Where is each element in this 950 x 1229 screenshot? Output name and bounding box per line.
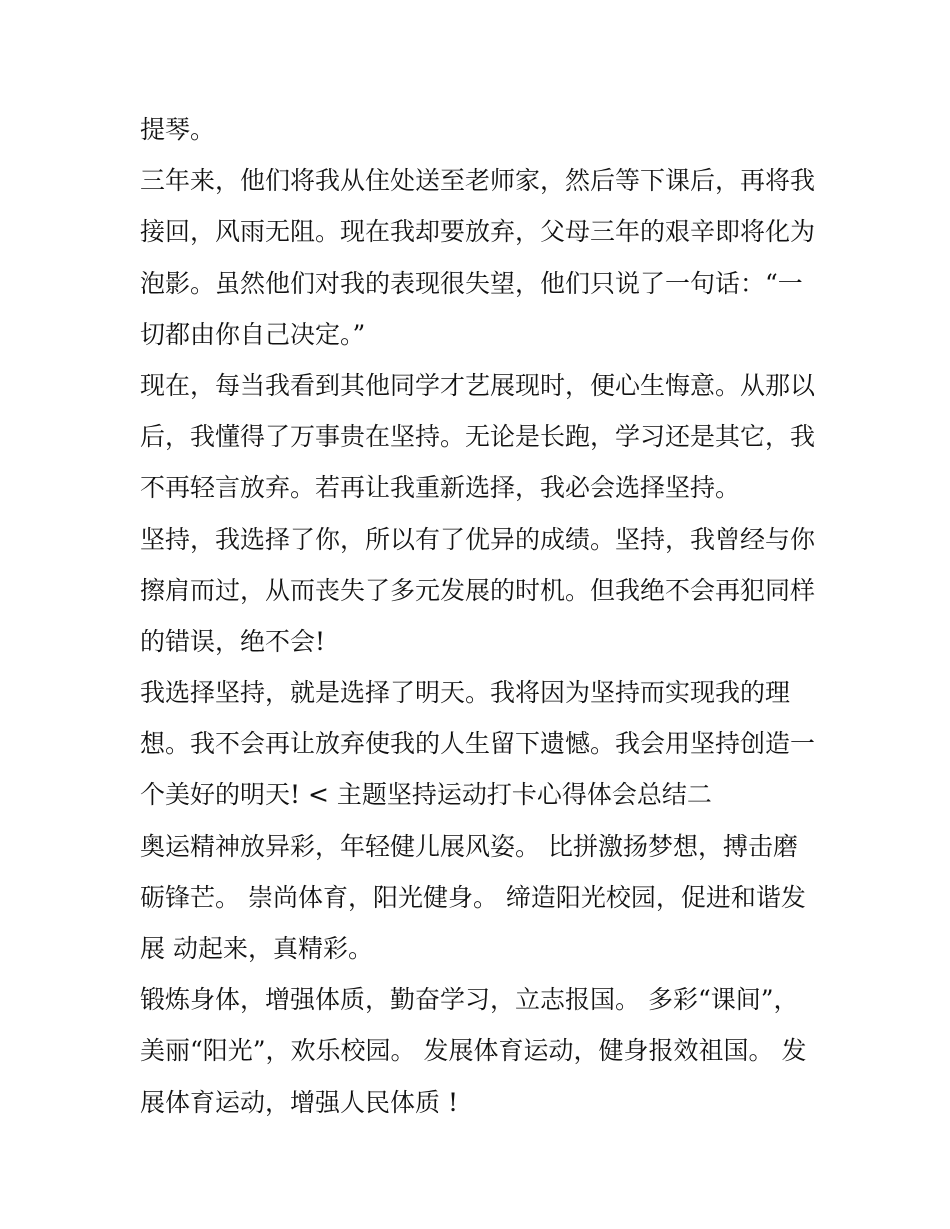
- text-line: 的错误，绝不会!: [140, 626, 326, 656]
- text-line: 奥运精神放异彩，年轻健儿展风姿。 比拼激扬梦想，搏击磨: [140, 831, 798, 861]
- text-line: 个美好的明天! < 主题坚持运动打卡心得体会总结二: [140, 780, 712, 810]
- text-line: 想。我不会再让放弃使我的人生留下遗憾。我会用坚持创造一: [140, 729, 816, 759]
- text-line: 展 动起来，真精彩。: [140, 934, 373, 963]
- text-line: 砺锋芒。 崇尚体育，阳光健身。 缔造阳光校园，促进和谐发: [140, 882, 806, 912]
- text-line: 坚持，我选择了你，所以有了优异的成绩。坚持，我曾经与你: [140, 524, 816, 554]
- text-line: 锻炼身体，增强体质，勤奋学习，立志报国。 多彩“课间”，: [140, 985, 799, 1015]
- text-line: 美丽“阳光”，欢乐校园。 发展体育运动，健身报效祖国。 发: [140, 1036, 807, 1066]
- text-line: 擦肩而过，从而丧失了多元发展的时机。但我绝不会再犯同样: [140, 575, 816, 605]
- text-line: 切都由你自己决定。”: [140, 319, 366, 349]
- text-line: 现在，每当我看到其他同学才艺展现时，便心生悔意。从那以: [140, 370, 816, 400]
- text-line: 我选择坚持，就是选择了明天。我将因为坚持而实现我的理: [140, 678, 791, 708]
- text-line: 不再轻言放弃。若再让我重新选择，我必会选择坚持。: [140, 473, 741, 503]
- text-line: 后，我懂得了万事贵在坚持。无论是长跑，学习还是其它，我: [140, 422, 816, 452]
- text-line: 泡影。虽然他们对我的表现很失望，他们只说了一句话：“一: [140, 268, 803, 298]
- text-line: 接回，风雨无阻。现在我却要放弃，父母三年的艰辛即将化为: [140, 217, 816, 247]
- text-line: 提琴。: [140, 115, 216, 144]
- text-line: 三年来，他们将我从住处送至老师家，然后等下课后，再将我: [140, 166, 816, 196]
- body-text: [140, 104, 820, 1128]
- text-line: 展体育运动，增强人民体质 !: [140, 1087, 458, 1117]
